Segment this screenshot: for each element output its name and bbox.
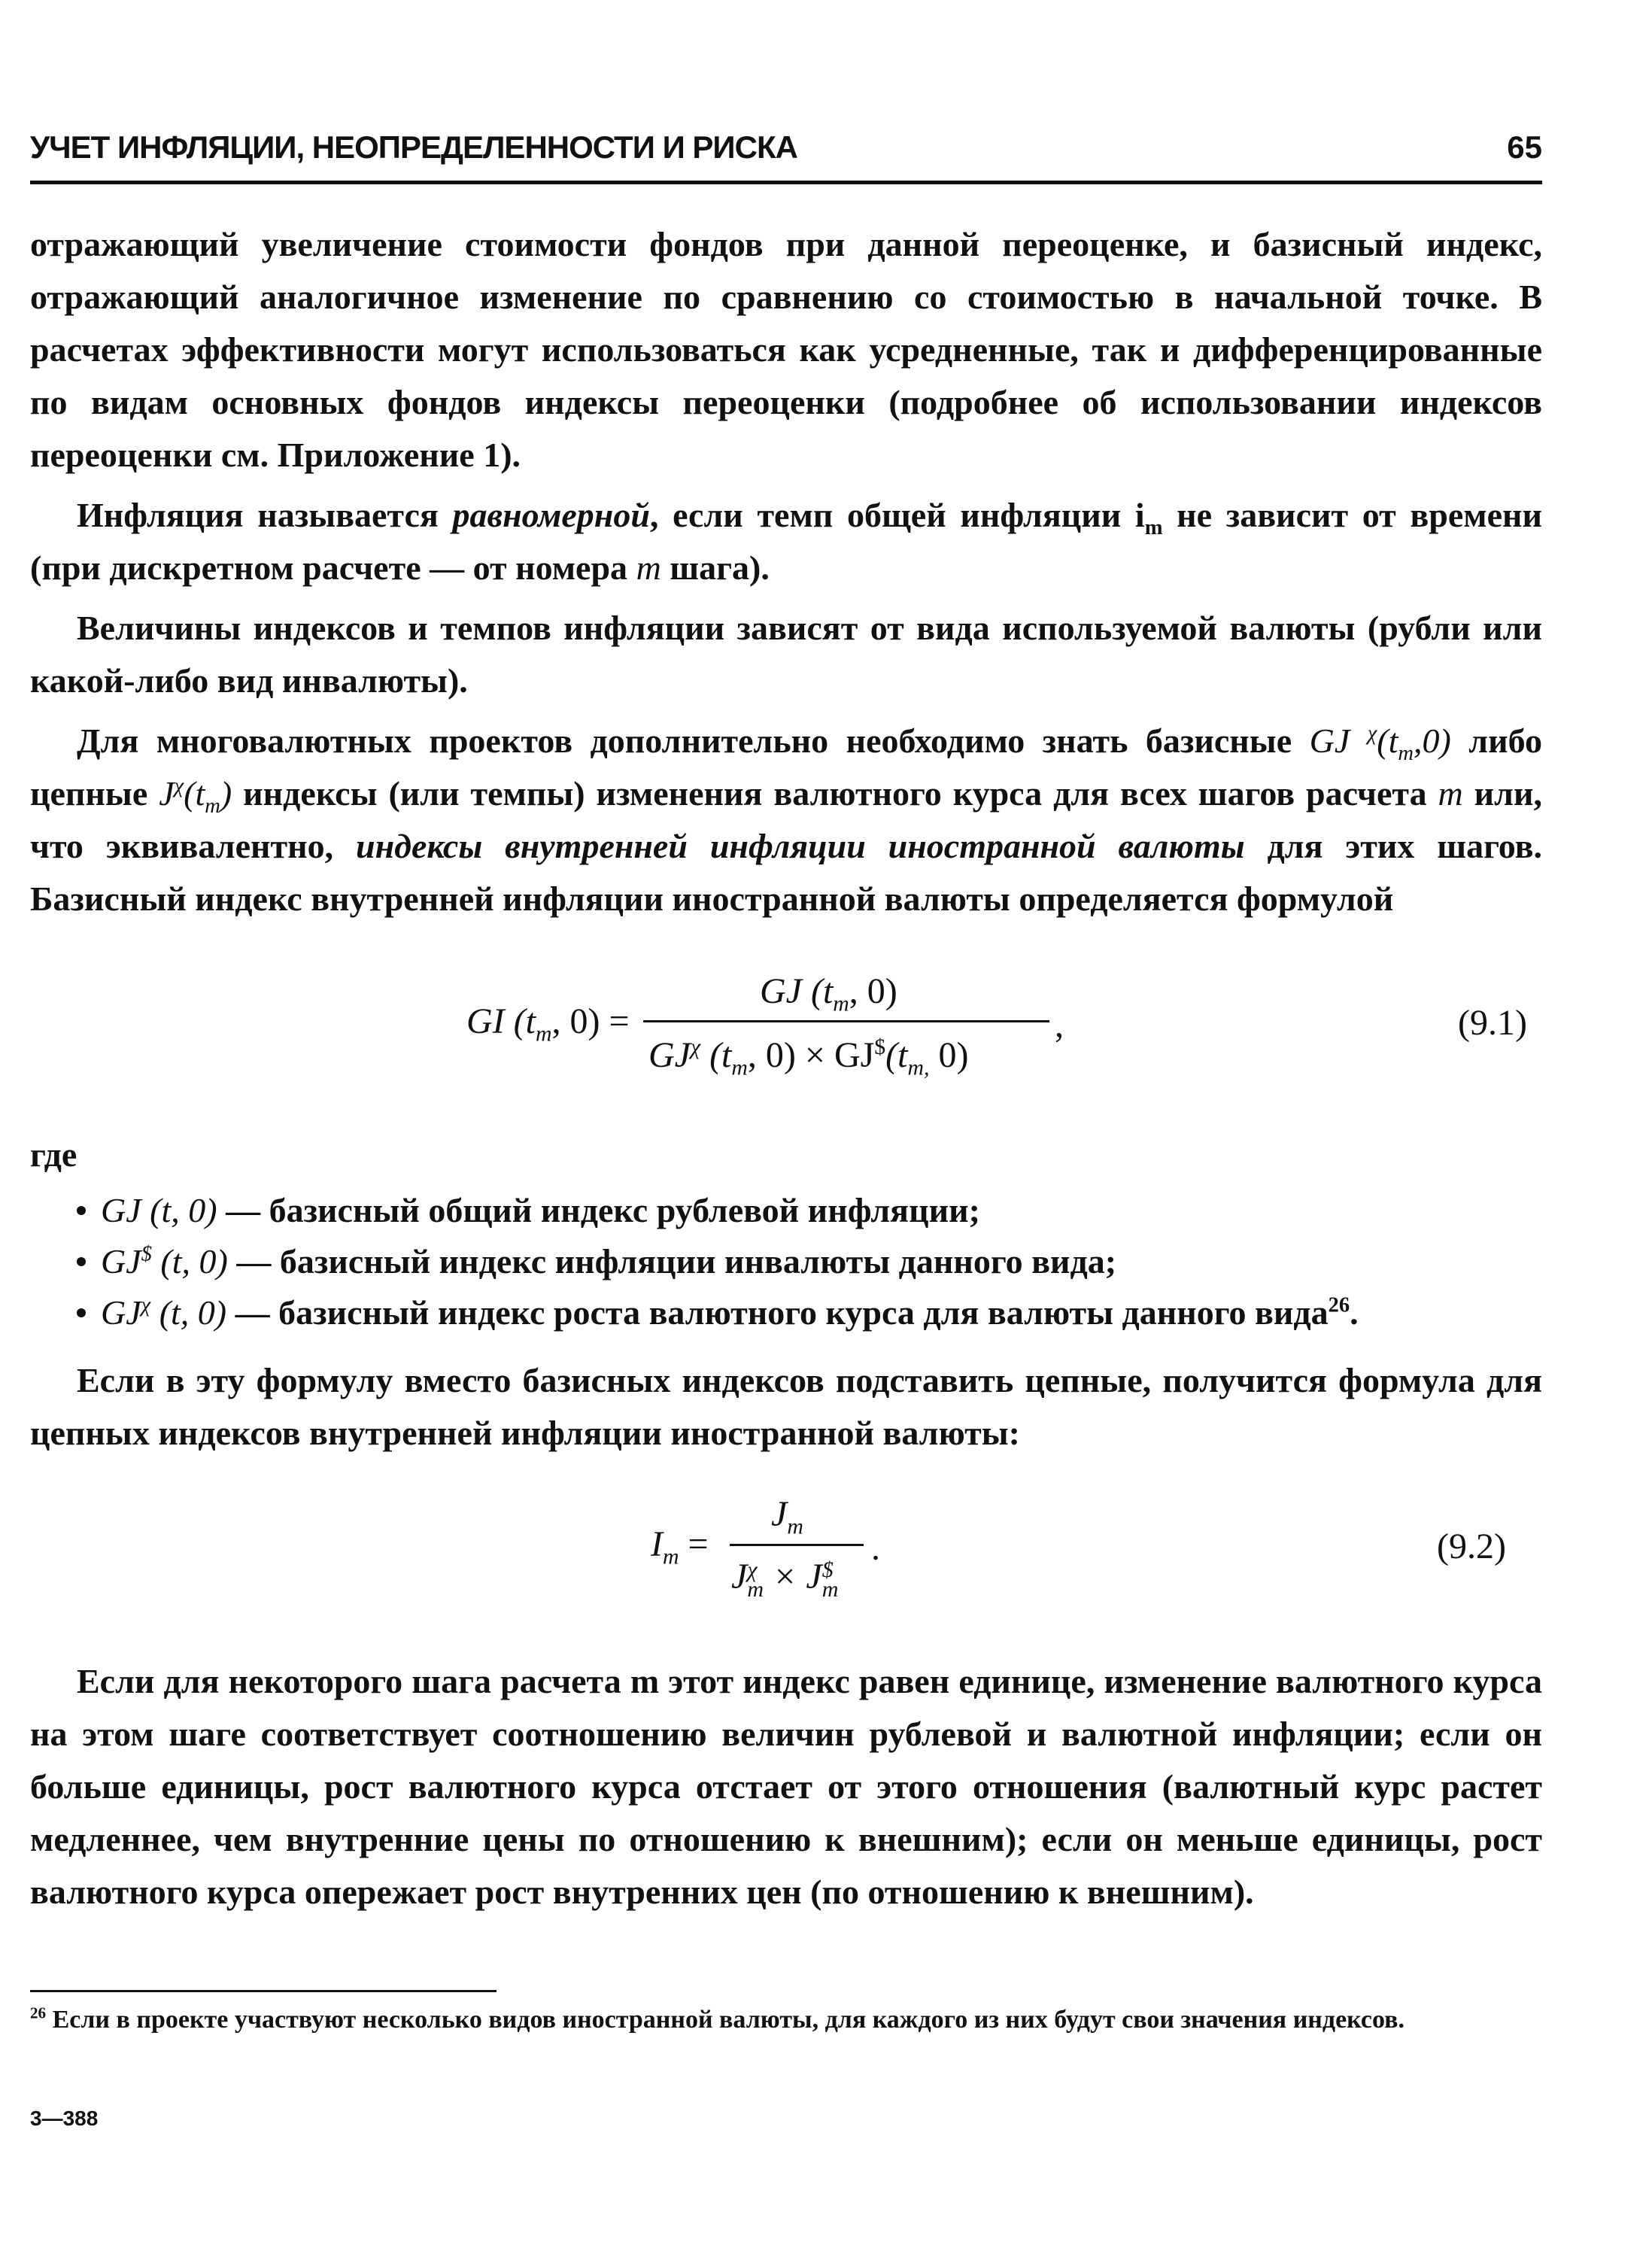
paragraph-5: Если в эту формулу вместо базисных индексов подставить цепные, получится формула для цепных индексов внутренней инфляции иностранной валюты: — [30, 1361, 1542, 1452]
formula-9-2-lhs: $I_m$ = — [651, 1524, 709, 1569]
paragraph-2: Инфляция называется равномерной, если темп общей инфляции $i_m$ не зависит от времени (при дискретном расчете — от номера m шага). — [30, 496, 1542, 587]
formula-9-2-denominator: J χ m × J $ m — [731, 1557, 839, 1602]
page-number: 65 — [1507, 129, 1542, 165]
formula-9-1-numerator: GJ ($t_m$, 0) — [760, 971, 897, 1016]
footnote — [30, 2001, 1542, 2039]
bullet-marker — [77, 1206, 86, 1215]
body-text-mid — [30, 1354, 1542, 1460]
formula-9-1-denominator: $GJ^\chi$ ($t_m$, $0) \times GJ^{\$}(t_{m,}$ 0) — [648, 1034, 969, 1080]
formula-9-1-fraction-bar — [643, 1020, 1049, 1022]
paragraph-3: Величины индексов и темпов инфляции зависят от вида используемой валюты (рубли или какой-либо вид инвалюты). — [30, 609, 1542, 700]
bullet-marker — [77, 1308, 86, 1317]
formula-9-1-trailing-comma: , — [1055, 1005, 1064, 1045]
formula-9-2-fraction-bar — [730, 1544, 864, 1546]
body-text-top — [30, 218, 1542, 925]
header-rule — [30, 181, 1542, 184]
formula-9-2-trailing-period: . — [871, 1528, 880, 1568]
printer-signature-mark: 3—388 — [30, 2107, 99, 2130]
paragraph-1: отражающий увеличение стоимости фондов при данной переоценке, и базисный индекс, отражающий аналогичное изменение по сравнению со стоимостью в начальной точке. В расчетах эффективности могут использоваться как усредненные, так и дифференцированные по видам основных фондов индексы переоценки (подробнее об использовании индексов переоценки см. Приложение 1). — [30, 225, 1542, 474]
footnote-rule — [30, 1990, 497, 1992]
where-label: где — [30, 1135, 77, 1174]
equation-number-9-2: (9.2) — [1437, 1527, 1506, 1566]
chapter-title: УЧЕТ ИНФЛЯЦИИ, НЕОПРЕДЕЛЕННОСТИ И РИСКА — [30, 129, 797, 165]
bullet-marker — [77, 1257, 86, 1266]
footnote-text: Если в проекте участвуют несколько видов иностранной валюты, для каждого из них будут свои значения индексов. — [46, 2006, 1405, 2034]
footnote-reference[interactable]: 26 — [1328, 1293, 1350, 1317]
formula-9-2-numerator: $J_m$ — [771, 1494, 803, 1539]
formula-9-1-lhs: GI ($t_m$, 0) = — [466, 1001, 630, 1047]
footnote-number: 26 — [30, 2004, 47, 2022]
emphasis-term: равномерной — [452, 496, 650, 534]
list-item: $GJ^\chi$ (t, 0) — базисный индекс роста валютного курса для валюты данного вида$^{26}$. — [30, 1287, 1542, 1338]
emphasis-term: индексы внутренней инфляции иностранной валюты — [356, 827, 1245, 865]
running-header — [30, 129, 1542, 175]
paragraph-6: Если для некоторого шага расчета m этот индекс равен единице, изменение валютного курса на этом шаге соответствует соотношению величин рублевой и валютной инфляции; если он больше единицы, рост валютного курса отстает от этого отношения (валютный курс растет медленнее, чем внутренние цены по отношению к внешним); если он меньше единицы, рост валютного курса опережает рост внутренних цен (по отношению к внешним). — [30, 1662, 1542, 1911]
list-item: GJ$ (t, 0) — базисный индекс инфляции инвалюты данного вида; — [30, 1236, 1542, 1287]
paragraph-4: Для многовалютных проектов дополнительно необходимо знать базисные GJ $^\chi(t_m,0)$ либо цепные $J^\chi(t_m)$ индексы (или темпы) изменения валютного курса для всех шагов расчета m или, что эквивалентно, индексы внутренней инфляции иностранной валюты для этих шагов. Базисный индекс внутренней инфляции иностранной валюты определяется формулой — [30, 722, 1543, 918]
definitions-list — [30, 1185, 1542, 1338]
equation-number-9-1: (9.1) — [1458, 1003, 1527, 1043]
list-item: GJ (t, 0) — базисный общий индекс рублевой инфляции; — [30, 1185, 1542, 1236]
body-text-bottom — [30, 1655, 1542, 1918]
